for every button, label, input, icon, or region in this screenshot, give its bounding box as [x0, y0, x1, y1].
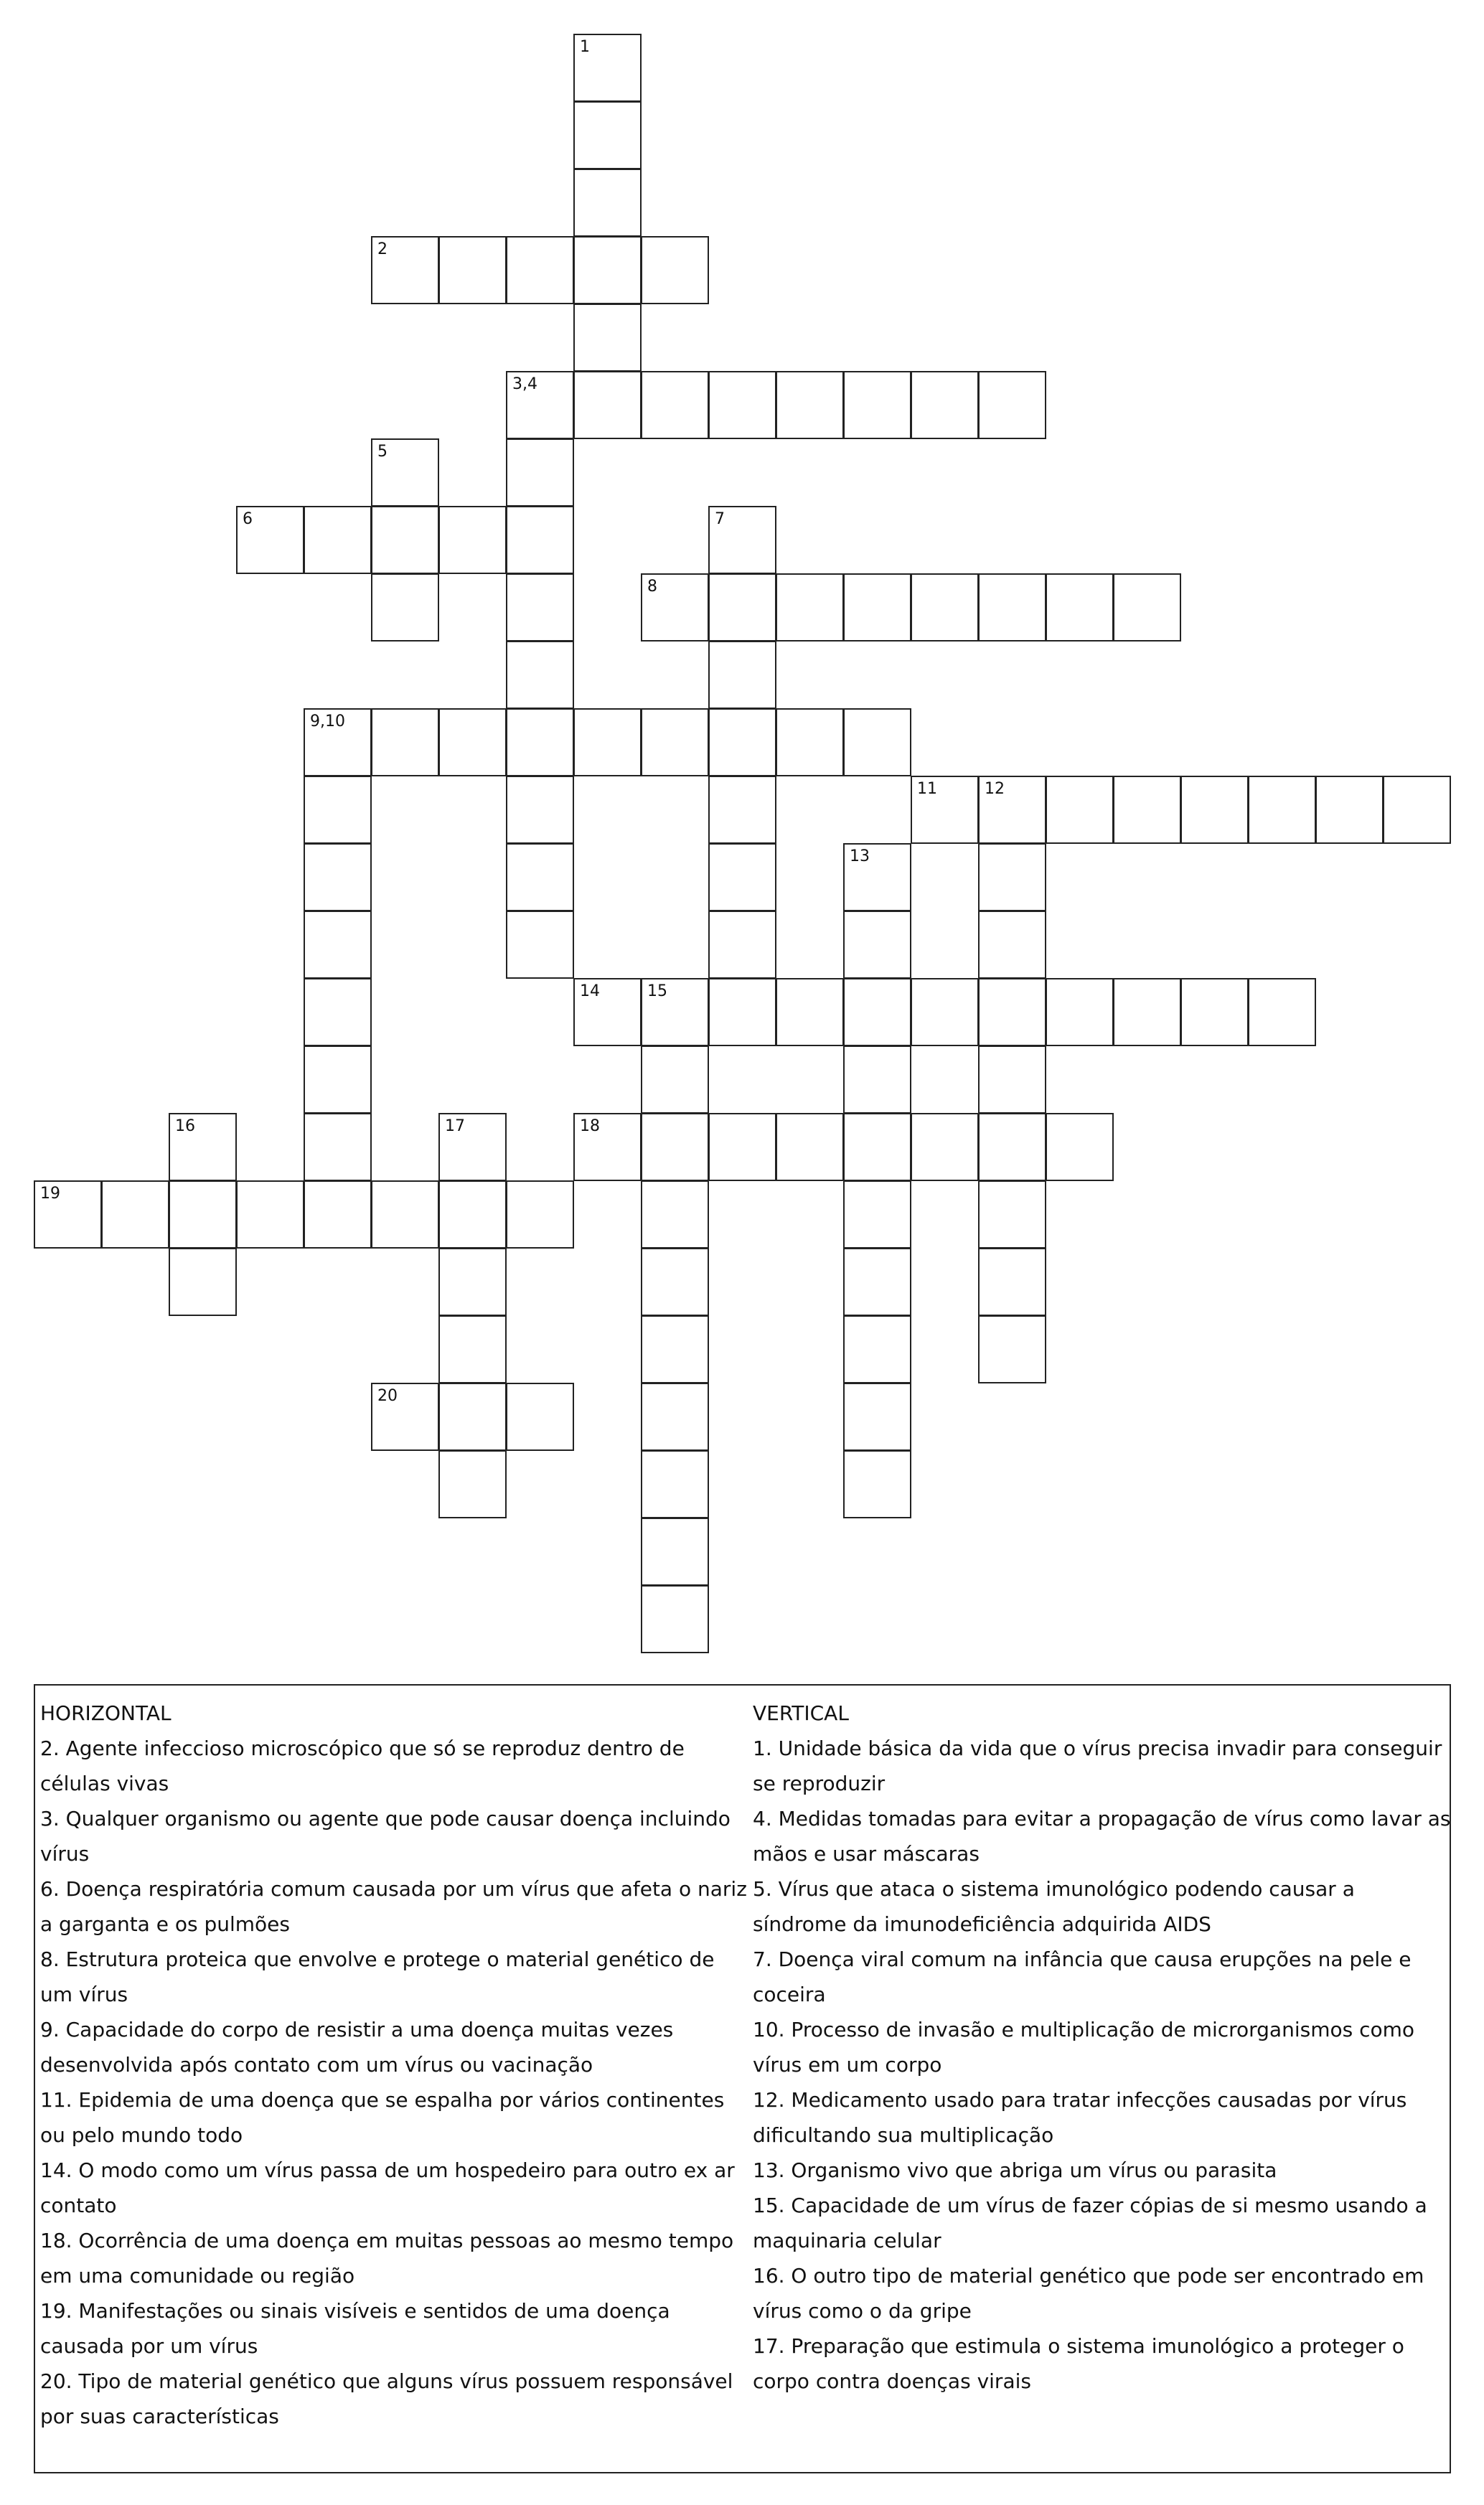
grid-cell[interactable]	[1113, 978, 1181, 1046]
grid-cell[interactable]	[978, 1315, 1046, 1383]
grid-cell[interactable]	[438, 1450, 507, 1518]
grid-cell[interactable]	[573, 101, 642, 169]
grid-cell[interactable]	[169, 1113, 237, 1181]
grid-cell[interactable]	[438, 506, 507, 574]
grid-cell[interactable]	[169, 1248, 237, 1316]
cell-number: 20	[377, 1387, 398, 1405]
grid-cell[interactable]	[776, 708, 844, 776]
grid-cell[interactable]	[911, 573, 979, 641]
grid-cell[interactable]	[1248, 776, 1316, 844]
grid-cell[interactable]	[911, 776, 979, 844]
grid-cell[interactable]	[641, 1315, 709, 1383]
grid-cell[interactable]	[573, 1113, 642, 1181]
clue-h-18: 18. Ocorrência de uma doença em muitas pessoas ao mesmo tempo em uma comunidade ou região	[40, 2229, 734, 2288]
cell-number: 9,10	[310, 713, 345, 730]
cell-number: 18	[580, 1117, 600, 1135]
clue-v-10: 10. Processo de invasão e multiplicação de microrganismos como vírus em um corpo	[753, 2018, 1415, 2077]
grid-cell[interactable]	[304, 776, 372, 844]
grid-cell[interactable]	[236, 506, 304, 574]
grid-cell[interactable]	[304, 1113, 372, 1181]
cell-number: 13	[850, 847, 870, 865]
grid-cell[interactable]	[1315, 776, 1384, 844]
grid-cell[interactable]	[1383, 776, 1451, 844]
grid-cell[interactable]	[438, 708, 507, 776]
grid-cell[interactable]	[506, 708, 574, 776]
grid-cell[interactable]	[708, 641, 776, 709]
grid-cell[interactable]	[304, 506, 372, 574]
grid-cell[interactable]	[506, 371, 574, 439]
grid-cell[interactable]	[573, 708, 642, 776]
vertical-clues	[753, 1696, 1452, 2399]
grid-cell[interactable]	[776, 371, 844, 439]
grid-cell[interactable]	[169, 1180, 237, 1249]
grid-cell[interactable]	[641, 371, 709, 439]
grid-cell[interactable]	[1180, 978, 1249, 1046]
grid-cell[interactable]	[978, 911, 1046, 979]
grid-cell[interactable]	[304, 1045, 372, 1114]
grid-cell[interactable]	[506, 506, 574, 574]
grid-cell[interactable]	[708, 506, 776, 574]
grid-cell[interactable]	[438, 1113, 507, 1181]
grid-cell[interactable]	[978, 978, 1046, 1046]
grid-cell[interactable]	[573, 978, 642, 1046]
grid-cell[interactable]	[911, 978, 979, 1046]
grid-cell[interactable]	[371, 438, 439, 507]
clues-box	[34, 1684, 1451, 2473]
grid-cell[interactable]	[573, 371, 642, 439]
grid-cell[interactable]	[1113, 776, 1181, 844]
cell-number: 19	[40, 1185, 60, 1203]
grid-cell[interactable]	[776, 978, 844, 1046]
grid-cell[interactable]	[1248, 978, 1316, 1046]
clue-h-14: 14. O modo como um vírus passa de um hospedeiro para outro ex ar contato	[40, 2158, 735, 2217]
grid-cell[interactable]	[978, 573, 1046, 641]
cell-number: 3,4	[512, 375, 537, 393]
grid-cell[interactable]	[371, 1383, 439, 1451]
vertical-heading: VERTICAL	[753, 1701, 849, 1725]
grid-cell[interactable]	[438, 1383, 507, 1451]
clue-v-7: 7. Doença viral comum na infância que causa erupções na pele e coceira	[753, 1947, 1412, 2006]
grid-cell[interactable]	[843, 1045, 911, 1114]
grid-cell[interactable]	[1046, 776, 1114, 844]
grid-cell[interactable]	[371, 236, 439, 304]
cell-number: 5	[377, 443, 388, 461]
grid-cell[interactable]	[304, 1180, 372, 1249]
grid-cell[interactable]	[843, 911, 911, 979]
grid-cell[interactable]	[573, 34, 642, 102]
horizontal-clues	[40, 1696, 747, 2434]
clue-h-2: 2. Agente infeccioso microscópico que só se reproduz dentro de células vivas	[40, 1736, 685, 1795]
grid-cell[interactable]	[843, 843, 911, 911]
grid-cell[interactable]	[843, 1113, 911, 1181]
clue-h-20: 20. Tipo de material genético que alguns vírus possuem responsável por suas características	[40, 2369, 733, 2428]
clue-v-5: 5. Vírus que ataca o sistema imunológico podendo causar a síndrome da imunodeficiência adquirida AIDS	[753, 1877, 1355, 1936]
grid-cell[interactable]	[506, 843, 574, 911]
grid-cell[interactable]	[843, 1383, 911, 1451]
grid-cell[interactable]	[371, 1180, 439, 1249]
grid-cell[interactable]	[843, 1450, 911, 1518]
grid-cell[interactable]	[641, 236, 709, 304]
clue-h-19: 19. Manifestações ou sinais visíveis e sentidos de uma doença causada por um vírus	[40, 2299, 670, 2358]
grid-cell[interactable]	[776, 1113, 844, 1181]
cell-number: 11	[917, 780, 937, 798]
grid-cell[interactable]	[776, 573, 844, 641]
grid-cell[interactable]	[304, 843, 372, 911]
grid-cell[interactable]	[573, 236, 642, 304]
cell-number: 12	[985, 780, 1005, 798]
grid-cell[interactable]	[438, 1180, 507, 1249]
clue-h-9: 9. Capacidade do corpo de resistir a uma doença muitas vezes desenvolvida após contato com um vírus ou vacinação	[40, 2018, 674, 2077]
grid-cell[interactable]	[843, 1248, 911, 1316]
grid-cell[interactable]	[843, 1315, 911, 1383]
grid-cell[interactable]	[978, 776, 1046, 844]
grid-cell[interactable]	[438, 236, 507, 304]
clue-v-17: 17. Preparação que estimula o sistema imunológico a proteger o corpo contra doenças virais	[753, 2334, 1404, 2393]
grid-cell[interactable]	[708, 1113, 776, 1181]
grid-cell[interactable]	[708, 776, 776, 844]
grid-cell[interactable]	[438, 1315, 507, 1383]
clue-v-16: 16. O outro tipo de material genético que pode ser encontrado em vírus como o da gripe	[753, 2264, 1424, 2323]
grid-cell[interactable]	[641, 1450, 709, 1518]
clue-v-13: 13. Organismo vivo que abriga um vírus ou parasita	[753, 2158, 1277, 2182]
grid-cell[interactable]	[978, 1248, 1046, 1316]
grid-cell[interactable]	[304, 978, 372, 1046]
horizontal-heading: HORIZONTAL	[40, 1701, 172, 1725]
grid-cell[interactable]	[708, 978, 776, 1046]
grid-cell[interactable]	[506, 236, 574, 304]
cell-number: 14	[580, 982, 600, 1000]
grid-cell[interactable]	[708, 708, 776, 776]
grid-cell[interactable]	[438, 1248, 507, 1316]
grid-cell[interactable]	[708, 911, 776, 979]
grid-cell[interactable]	[978, 1045, 1046, 1114]
grid-cell[interactable]	[506, 776, 574, 844]
grid-cell[interactable]	[573, 304, 642, 372]
grid-cell[interactable]	[304, 911, 372, 979]
grid-cell[interactable]	[101, 1180, 169, 1249]
cell-number: 6	[243, 510, 253, 528]
grid-cell[interactable]	[708, 843, 776, 911]
cell-number: 15	[647, 982, 667, 1000]
grid-cell[interactable]	[708, 573, 776, 641]
grid-cell[interactable]	[1046, 1113, 1114, 1181]
clue-v-1: 1. Unidade básica da vida que o vírus precisa invadir para conseguir se reproduzir	[753, 1736, 1442, 1795]
grid-cell[interactable]	[1113, 573, 1181, 641]
grid-cell[interactable]	[641, 1518, 709, 1586]
clue-h-11: 11. Epidemia de uma doença que se espalha por vários continentes ou pelo mundo todo	[40, 2088, 725, 2147]
grid-cell[interactable]	[843, 573, 911, 641]
grid-cell[interactable]	[506, 1383, 574, 1451]
grid-cell[interactable]	[641, 1180, 709, 1249]
grid-cell[interactable]	[506, 438, 574, 507]
grid-cell[interactable]	[506, 1180, 574, 1249]
grid-cell[interactable]	[843, 708, 911, 776]
grid-cell[interactable]	[911, 371, 979, 439]
clue-v-4: 4. Medidas tomadas para evitar a propagação de vírus como lavar as mãos e usar máscaras	[753, 1807, 1451, 1866]
grid-cell[interactable]	[641, 1113, 709, 1181]
grid-cell[interactable]	[1046, 573, 1114, 641]
grid-cell[interactable]	[641, 1045, 709, 1114]
clue-h-3: 3. Qualquer organismo ou agente que pode causar doença incluindo vírus	[40, 1807, 731, 1866]
grid-cell[interactable]	[1046, 978, 1114, 1046]
grid-cell[interactable]	[506, 573, 574, 641]
grid-cell[interactable]	[573, 169, 642, 237]
grid-cell[interactable]	[978, 1113, 1046, 1181]
grid-cell[interactable]	[371, 573, 439, 641]
grid-cell[interactable]	[1180, 776, 1249, 844]
grid-cell[interactable]	[371, 708, 439, 776]
clue-v-15: 15. Capacidade de um vírus de fazer cópias de si mesmo usando a maquinaria celular	[753, 2194, 1427, 2252]
grid-cell[interactable]	[843, 978, 911, 1046]
grid-cell[interactable]	[641, 573, 709, 641]
grid-cell[interactable]	[506, 641, 574, 709]
cell-number: 16	[175, 1117, 195, 1135]
grid-cell[interactable]	[641, 1585, 709, 1653]
grid-cell[interactable]	[304, 708, 372, 776]
grid-cell[interactable]	[641, 978, 709, 1046]
grid-cell[interactable]	[506, 911, 574, 979]
clue-h-6: 6. Doença respiratória comum causada por um vírus que afeta o nariz a garganta e os pulmões	[40, 1877, 747, 1936]
clue-h-8: 8. Estrutura proteica que envolve e protege o material genético de um vírus	[40, 1947, 715, 2006]
grid-cell[interactable]	[641, 1383, 709, 1451]
cell-number: 1	[580, 38, 590, 56]
grid-cell[interactable]	[843, 1180, 911, 1249]
grid-cell[interactable]	[843, 371, 911, 439]
cell-number: 17	[445, 1117, 465, 1135]
cell-number: 7	[715, 510, 725, 528]
grid-cell[interactable]	[236, 1180, 304, 1249]
grid-cell[interactable]	[641, 1248, 709, 1316]
grid-cell[interactable]	[34, 1180, 102, 1249]
grid-cell[interactable]	[911, 1113, 979, 1181]
cell-number: 8	[647, 578, 657, 596]
grid-cell[interactable]	[978, 843, 1046, 911]
grid-cell[interactable]	[641, 708, 709, 776]
grid-cell[interactable]	[978, 371, 1046, 439]
clue-v-12: 12. Medicamento usado para tratar infecções causadas por vírus dificultando sua multiplicação	[753, 2088, 1407, 2147]
grid-cell[interactable]	[371, 506, 439, 574]
grid-cell[interactable]	[708, 371, 776, 439]
cell-number: 2	[377, 240, 388, 258]
grid-cell[interactable]	[978, 1180, 1046, 1249]
